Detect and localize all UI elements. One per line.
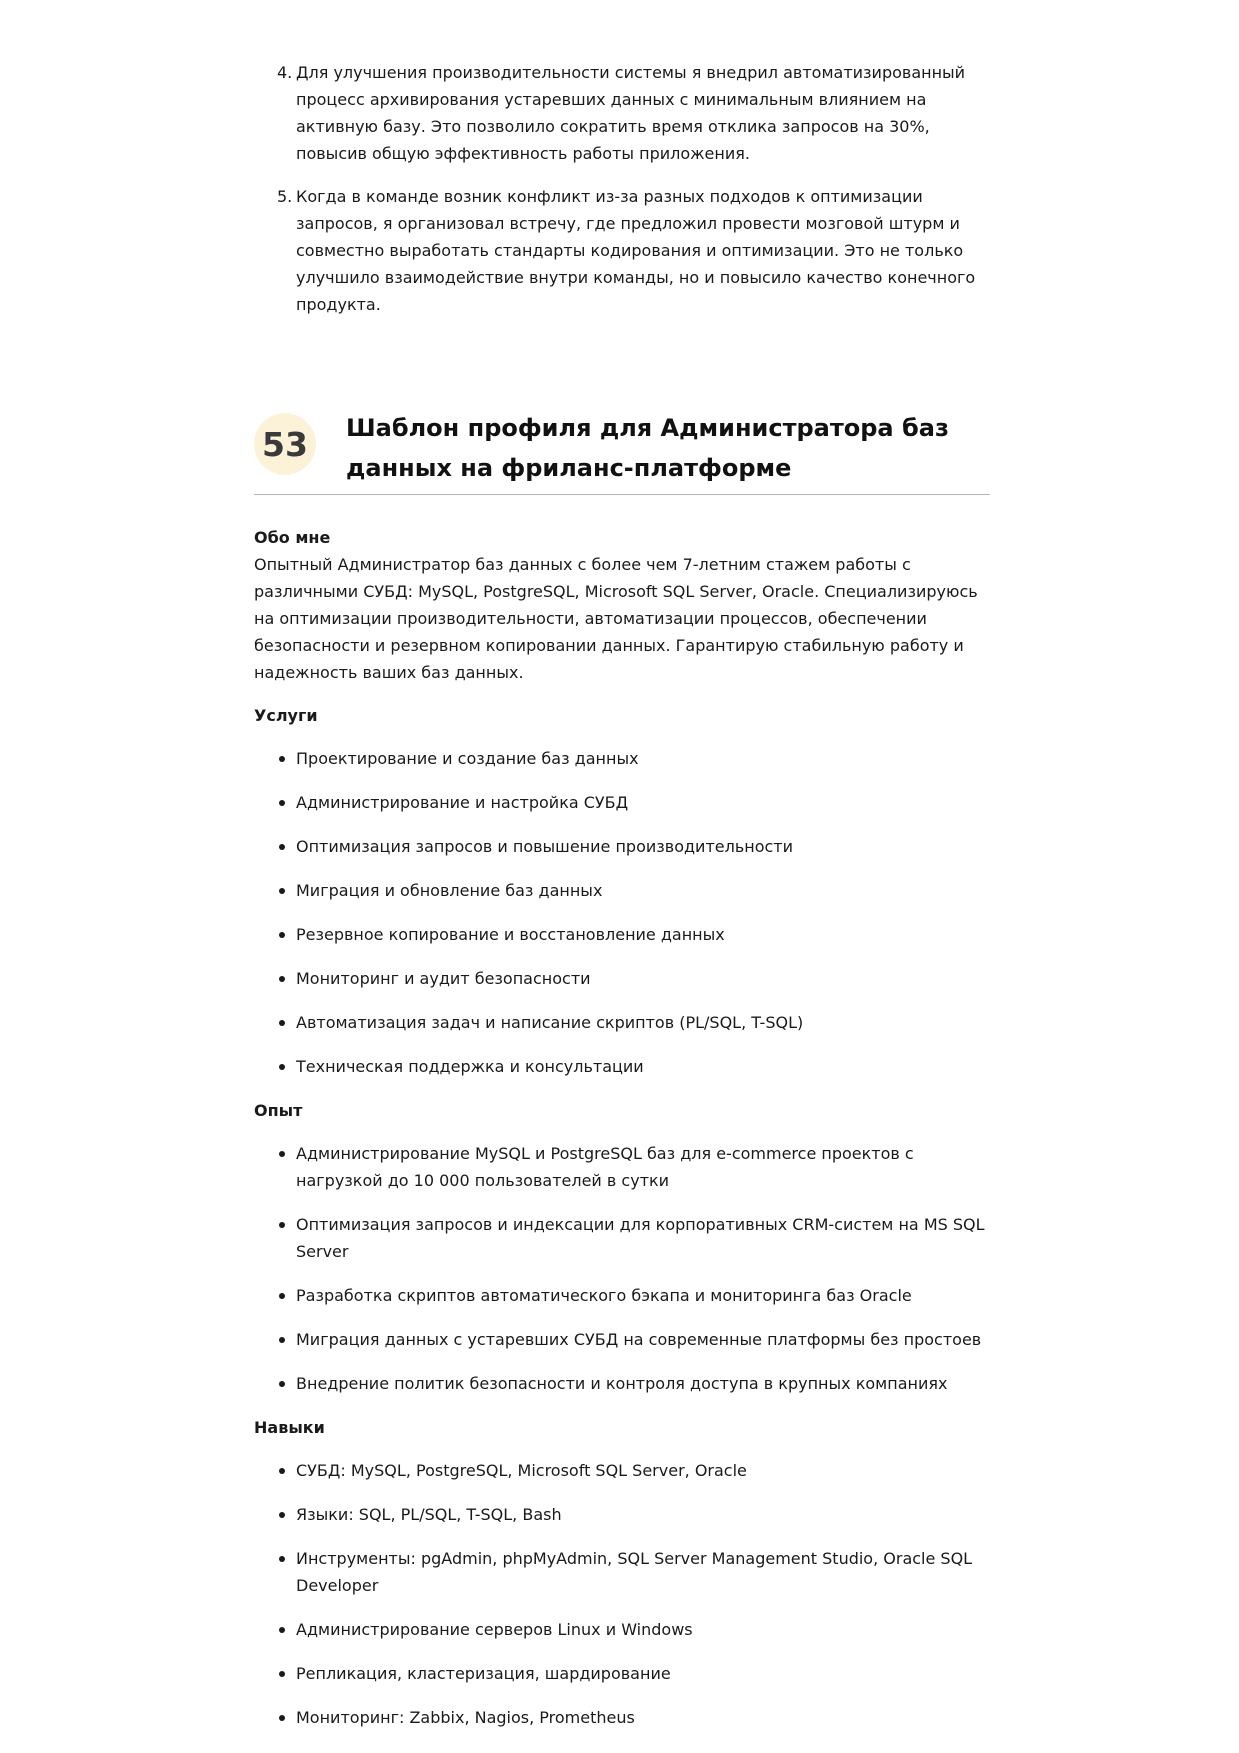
skills-list xyxy=(254,1457,990,1731)
experience-heading: Опыт xyxy=(254,1101,303,1120)
list-item: Разработка скриптов автоматического бэкапа и мониторинга баз Oracle xyxy=(254,1282,990,1309)
list-item: Мониторинг и аудит безопасности xyxy=(254,965,990,992)
list-number: 5. xyxy=(277,187,293,206)
services-heading: Услуги xyxy=(254,706,318,725)
list-item: СУБД: MySQL, PostgreSQL, Microsoft SQL Server, Oracle xyxy=(254,1457,990,1484)
list-item xyxy=(254,59,990,167)
list-item: Проектирование и создание баз данных xyxy=(254,745,990,772)
list-number: 4. xyxy=(277,63,293,82)
list-item: Мониторинг: Zabbix, Nagios, Prometheus xyxy=(254,1704,990,1731)
list-item: Автоматизация задач и написание скриптов (PL/SQL, T-SQL) xyxy=(254,1009,990,1036)
list-item: Администрирование серверов Linux и Windows xyxy=(254,1616,990,1643)
about-text: Опытный Администратор баз данных с более чем 7-летним стажем работы с различными СУБД: MySQL, PostgreSQL, Microsoft SQL Server, Oracle. Специализируюсь на оптимизации производительности, автоматизации процессов, обеспечении безопасности и резервном копировании данных. Гарантирую стабильную работу и надежность ваших баз данных. xyxy=(254,555,978,682)
list-item-text: Когда в команде возник конфликт из-за разных подходов к оптимизации запросов, я организовал встречу, где предложил провести мозговой штурм и совместно выработать стандарты кодирования и оптимизации. Это не только улучшило взаимодействие внутри команды, но и повысило качество конечного продукта. xyxy=(296,187,976,314)
list-item: Администрирование MySQL и PostgreSQL баз для e-commerce проектов с нагрузкой до 10 000 пользователей в сутки xyxy=(254,1140,990,1194)
list-item: Техническая поддержка и консультации xyxy=(254,1053,990,1080)
list-item: Миграция данных с устаревших СУБД на современные платформы без простоев xyxy=(254,1326,990,1353)
list-item: Оптимизация запросов и индексации для корпоративных CRM-систем на MS SQL Server xyxy=(254,1211,990,1265)
list-item: Резервное копирование и восстановление данных xyxy=(254,921,990,948)
list-item: Языки: SQL, PL/SQL, T-SQL, Bash xyxy=(254,1501,990,1528)
list-item: Оптимизация запросов и повышение производительности xyxy=(254,833,990,860)
list-item: Репликация, кластеризация, шардирование xyxy=(254,1660,990,1687)
list-item: Инструменты: pgAdmin, phpMyAdmin, SQL Server Management Studio, Oracle SQL Developer xyxy=(254,1545,990,1599)
section-header xyxy=(254,408,990,495)
skills-heading: Навыки xyxy=(254,1418,325,1437)
section-number-badge: 53 xyxy=(254,413,316,475)
numbered-list xyxy=(254,59,990,334)
section-title: Шаблон профиля для Администратора баз данных на фриланс-платформе xyxy=(346,414,949,482)
list-item: Внедрение политик безопасности и контроля доступа в крупных компаниях xyxy=(254,1370,990,1397)
list-item: Миграция и обновление баз данных xyxy=(254,877,990,904)
list-item-text: Для улучшения производительности системы я внедрил автоматизированный процесс архивирования устаревших данных с минимальным влиянием на активную базу. Это позволило сократить время отклика запросов на 30%, повысив общую эффективность работы приложения. xyxy=(296,63,966,163)
profile-content xyxy=(254,524,990,1748)
list-item: Администрирование и настройка СУБД xyxy=(254,789,990,816)
list-item xyxy=(254,183,990,318)
about-heading: Обо мне xyxy=(254,528,331,547)
services-list xyxy=(254,745,990,1080)
experience-list xyxy=(254,1140,990,1397)
